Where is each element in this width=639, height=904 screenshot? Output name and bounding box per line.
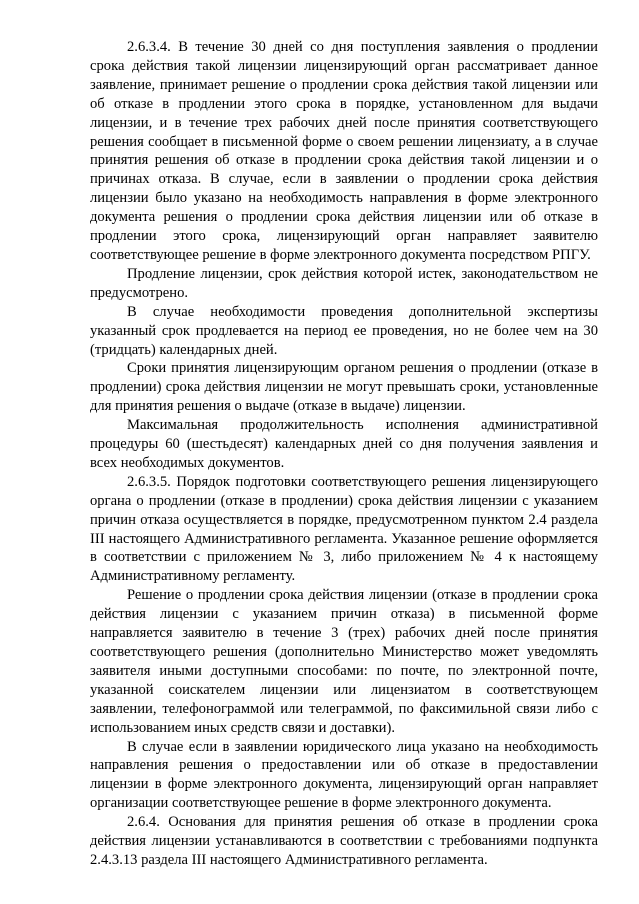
- paragraph-2-6-4: 2.6.4. Основания для принятия решения об отказе в продлении срока действия лицензии устанавливаются в соответствии с требованиями подпункта 2.4.3.13 раздела III настоящего Административного регламента.: [90, 814, 598, 868]
- paragraph-electronic-document: В случае если в заявлении юридического лица указано на необходимость направления решения о предоставлении или об отказе в предоставлении лицензии в форме электронного документа, лицензирующий орган направляет организации соответствующее решение в форме электронного документа.: [90, 738, 598, 812]
- paragraph-decision-delivery: Решение о продлении срока действия лицензии (отказе в продлении срока действия лицензии с указанием причин отказа) в письменной форме направляется заявителю в течение 3 (трех) рабочих дней после принятия соответствующего решения (дополнительно Министерство может уведомлять заявителя иными доступными способами: по почте, по электронной почте, указанной соискателем лицензии или лицензиатом в соответствующем заявлении, телефонограммой или телеграммой, по факсимильной связи либо с использованием иных средств связи и доставки).: [90, 587, 598, 736]
- paragraph-decision-terms: Сроки принятия лицензирующим органом решения о продлении (отказе в продлении) срока действия лицензии не могут превышать сроки, установленные для принятия решения о выдаче (отказе в выдаче) лицензии.: [90, 360, 598, 415]
- paragraph-expired-license: Продление лицензии, срок действия которой истек, законодательством не предусмотрено.: [90, 265, 598, 301]
- paragraph-max-duration: Максимальная продолжительность исполнения административной процедуры 60 (шестьдесят) календарных дней со дня получения заявления и всех необходимых документов.: [90, 417, 598, 471]
- paragraph-additional-expertise: В случае необходимости проведения дополнительной экспертизы указанный срок продлевается на период ее проведения, но не более чем на 30 (тридцать) календарных дней.: [90, 303, 598, 358]
- paragraph-2-6-3-4: 2.6.3.4. В течение 30 дней со дня поступления заявления о продлении срока действия такой лицензии лицензирующий орган рассматривает данное заявление, принимает решение о продлении срока действия такой лицензии или об отказе в продлении этого срока в порядке, установленном для выдачи лицензии, и в течение трех рабочих дней после принятия соответствующего решения сообщает в письменной форме о своем решении лицензиату, а в случае принятия решения об отказе в продлении срока действия такой лицензии и о причинах отказа. В случае, если в заявлении о продлении срока действия лицензии было указано на необходимость направления в форме электронного документа решения о продлении срока действия лицензии или об отказе в продлении этого срока, лицензирующий орган направляет заявителю соответствующее решение в форме электронного документа посредством РПГУ.: [90, 39, 598, 263]
- paragraph-2-6-3-5: 2.6.3.5. Порядок подготовки соответствующего решения лицензирующего органа о продлении (отказе в продлении) срока действия лицензии с указанием причин отказа осуществляется в порядке, предусмотренном пунктом 2.4 раздела III настоящего Административного регламента. Указанное решение оформляется в соответствии с приложением № 3, либо приложением № 4 к настоящему Административному регламенту.: [90, 473, 598, 585]
- document-page: [90, 38, 598, 870]
